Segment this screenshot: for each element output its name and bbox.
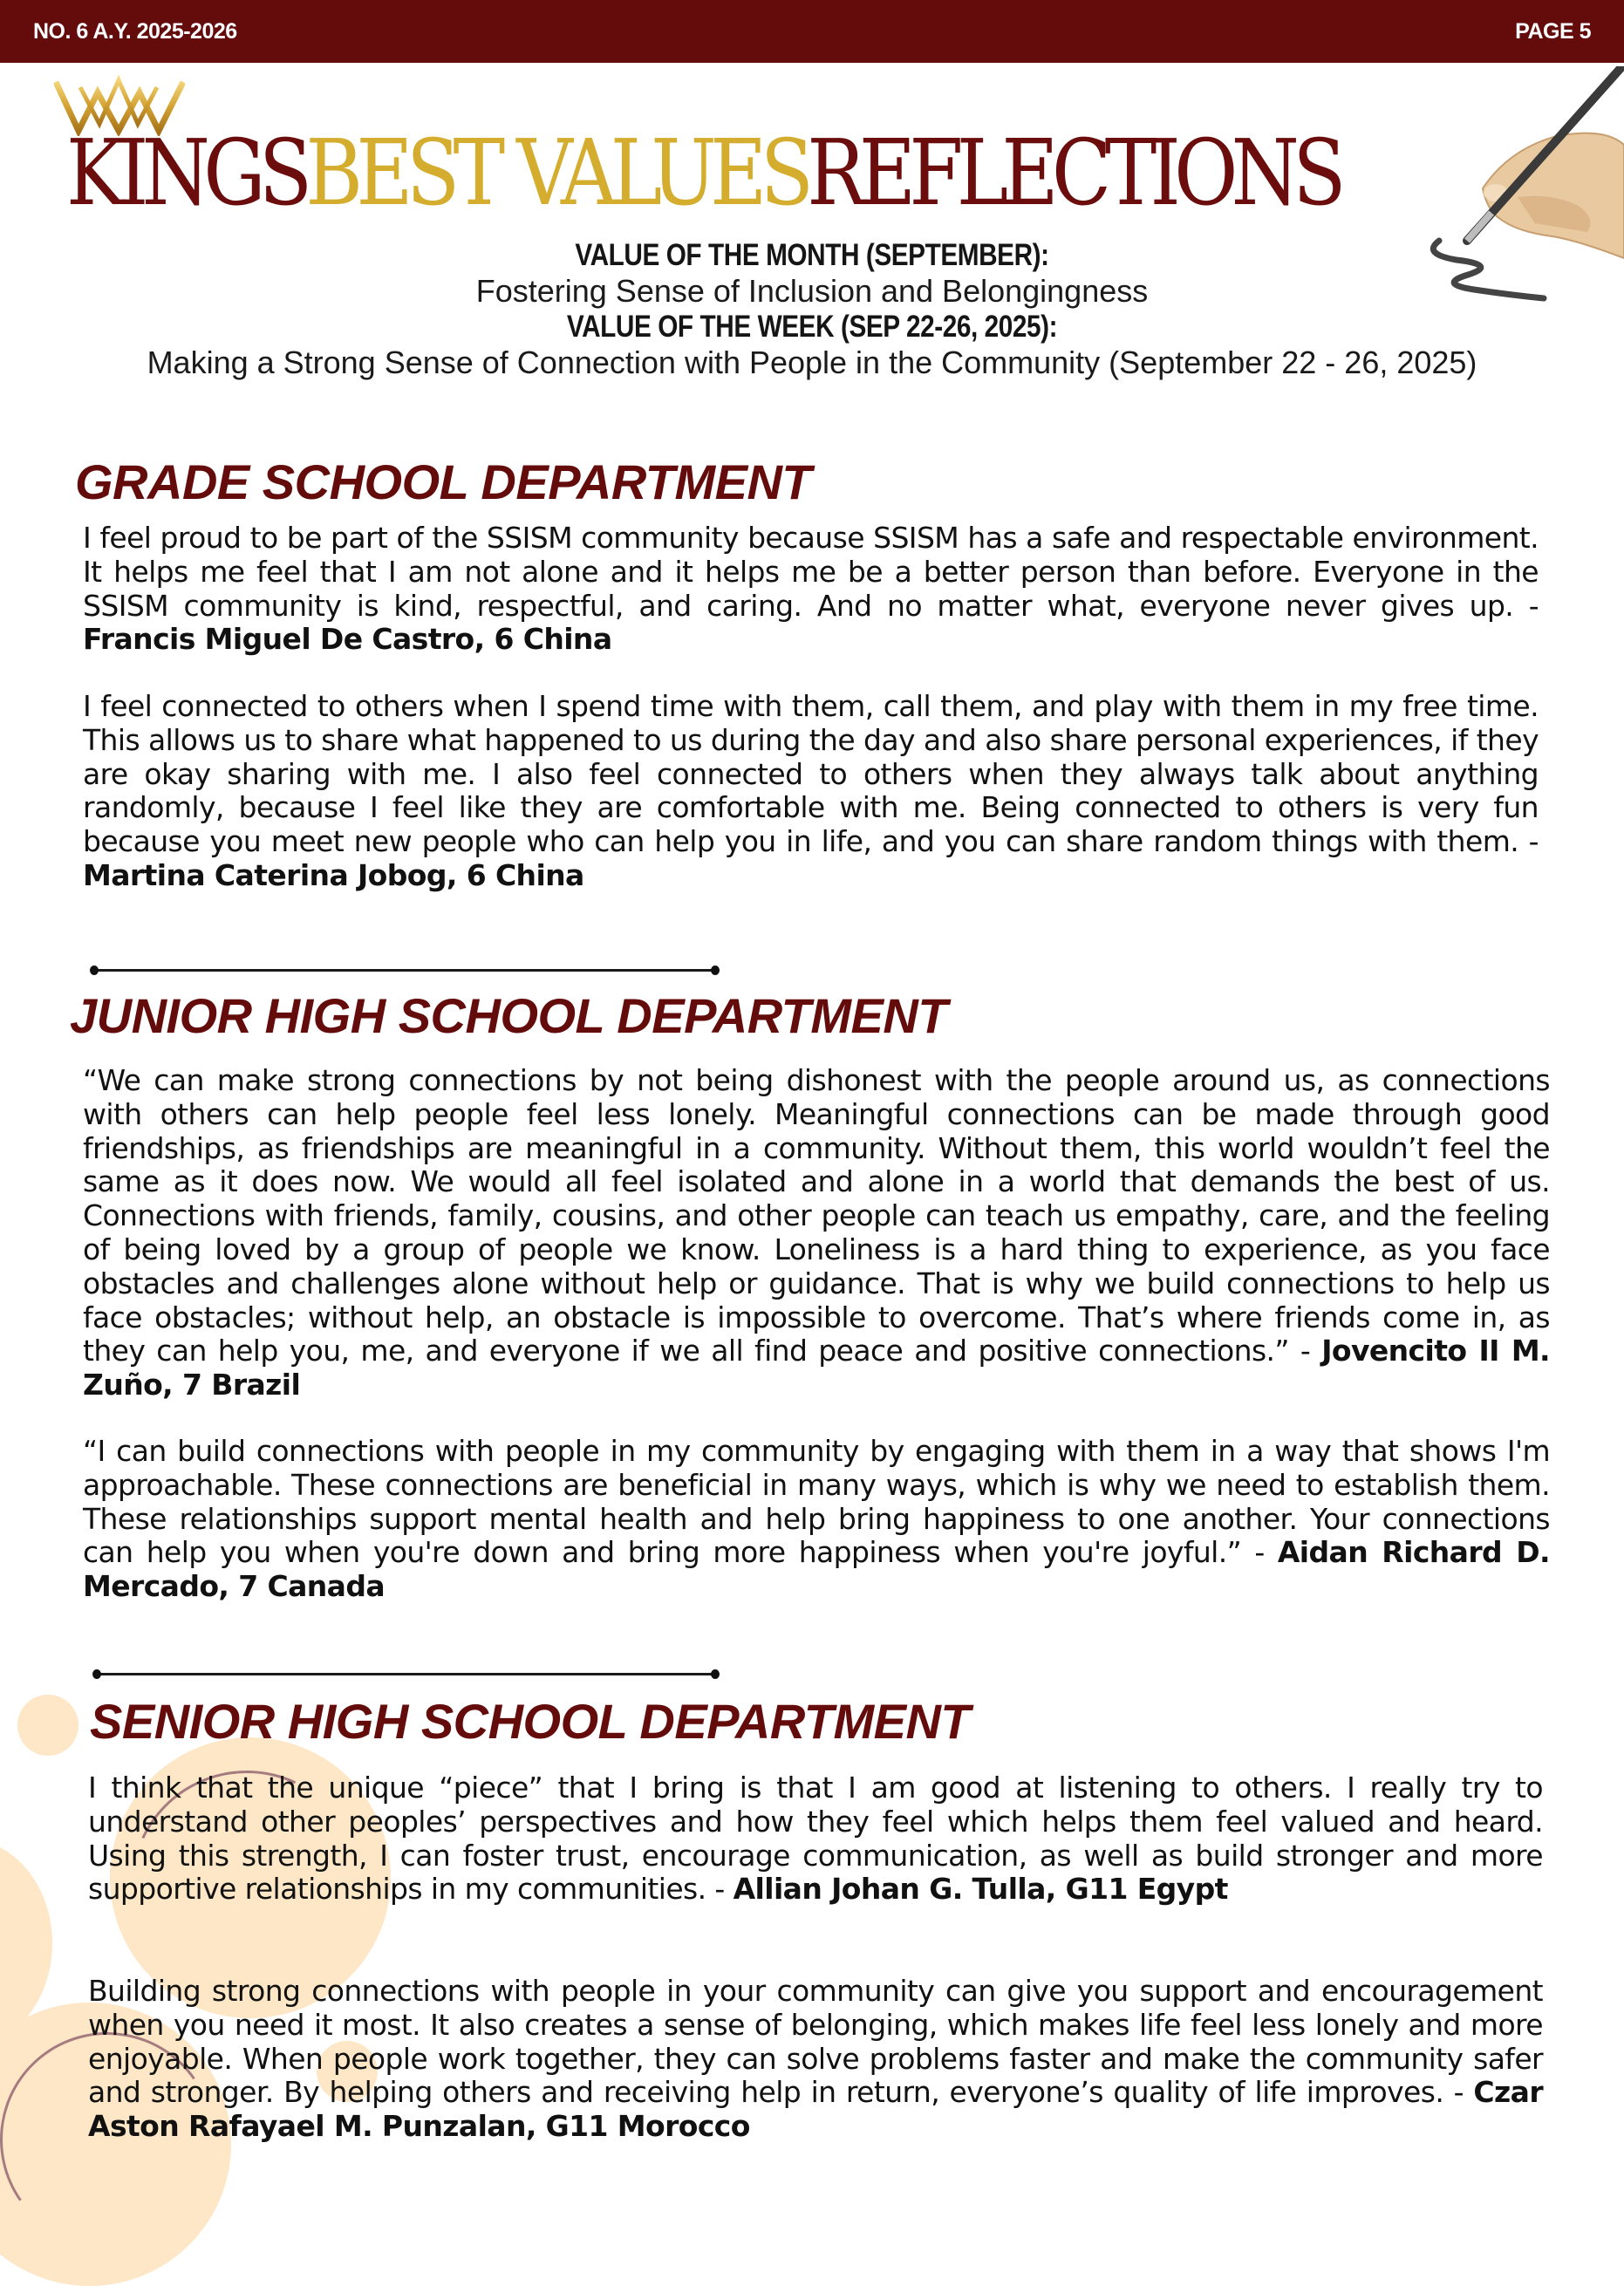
header-bar	[0, 0, 1624, 63]
value-month-label: VALUE OF THE MONTH (SEPTEMBER):	[575, 238, 1049, 272]
testimonial-grade-2: I feel connected to others when I spend time with them, call them, and play with them in my free time. This allows us to share what happened to us during the day and also share personal experiences, if they are okay sharing with me. I also feel connected to others when they always talk about anything randomly, because I feel like they are comfortable with me. Being connected to others is very fun because you meet new people who can help you in life, and you can share random things with them. - Martina Caterina Jobog, 6 China	[83, 689, 1539, 892]
author-name: Martina Caterina Jobog, 6 China	[83, 857, 584, 892]
author-name: Allian Johan G. Tulla, G11 Egypt	[733, 1872, 1228, 1907]
testimonial-jhs-2: “I can build connections with people in my community by engaging with them in a way that shows I'm approachable. These connections are beneficial in many ways, which is why we need to establish them. These relationships support mental health and help bring happiness to one another. Your connections can help you when you're down and bring more happiness when you're joyful.” - Aidan Richard D. Mercado, 7 Canada	[83, 1434, 1550, 1604]
testimonial-shs-1: I think that the unique “piece” that I bring is that I am good at listening to others. I really try to understand other peoples’ perspectives and how they feel which helps them feel valued and heard. Using this strength, I can foster trust, encourage communication, as well as build stronger and more supportive relationships in my communities. - Allian Johan G. Tulla, G11 Egypt	[88, 1771, 1543, 1907]
author-name: Francis Miguel De Castro, 6 China	[83, 622, 612, 657]
value-week-label: VALUE OF THE WEEK (SEP 22-26, 2025):	[566, 310, 1058, 344]
masthead-word-reflections: REFLECTIONS	[807, 119, 1340, 226]
section-divider	[97, 1673, 715, 1675]
issue-number: NO. 6 A.Y. 2025-2026	[33, 19, 237, 44]
section-title-grade-school: GRADE SCHOOL DEPARTMENT	[75, 454, 812, 509]
author-name: Aidan Richard D. Mercado, 7 Canada	[83, 1535, 1550, 1604]
page-number: PAGE 5	[1515, 19, 1591, 44]
values-block	[0, 237, 1624, 380]
decorative-circle	[17, 1695, 78, 1756]
masthead-word-kings: KINGS	[66, 119, 306, 226]
value-week-text: Making a Strong Sense of Connection with People in the Community (September 22 - 26, 2025)	[147, 345, 1477, 380]
masthead-word-best-values: BEST VALUES	[305, 119, 808, 226]
testimonial-grade-1: I feel proud to be part of the SSISM community because SSISM has a safe and respectable environment. It helps me feel that I am not alone and it helps me be a better person than before. Everyone in the SSISM community is kind, respectful, and caring. And no matter what, everyone never gives up. - Francis Miguel De Castro, 6 China	[83, 521, 1539, 657]
section-title-senior-high: SENIOR HIGH SCHOOL DEPARTMENT	[90, 1694, 971, 1749]
section-title-junior-high: JUNIOR HIGH SCHOOL DEPARTMENT	[70, 988, 948, 1043]
masthead-title	[66, 119, 1340, 226]
author-name: Czar Aston Rafayael M. Punzalan, G11 Morocco	[88, 2075, 1543, 2144]
author-name: Jovencito II M. Zuño, 7 Brazil	[83, 1334, 1550, 1402]
testimonial-jhs-1: “We can make strong connections by not being dishonest with the people around us, as connections with others can help people feel less lonely. Meaningful connections can be made through good friendships, as friendships are meaningful in a community. Without them, this world wouldn’t feel the same as it does now. We would all feel isolated and alone in a world that demands the best of us. Connections with friends, family, cousins, and other people can teach us empathy, care, and the feeling of being loved by a group of people we know. Loneliness is a hard thing to experience, as you face obstacles and challenges alone without help or guidance. That is why we build connections to help us face obstacles; without help, an obstacle is impossible to overcome. That’s where friends come in, as they can help you, me, and everyone if we all find peace and positive connections.” - Jovencito II M. Zuño, 7 Brazil	[83, 1063, 1550, 1402]
testimonial-shs-2: Building strong connections with people in your community can give you support and encouragement when you need it most. It also creates a sense of belonging, which makes life feel less lonely and more enjoyable. When people work together, they can solve problems faster and make the community safer and stronger. By helping others and receiving help in return, everyone’s quality of life improves. - Czar Aston Rafayael M. Punzalan, G11 Morocco	[88, 1974, 1543, 2144]
value-month-text: Fostering Sense of Inclusion and Belongingness	[475, 273, 1149, 309]
section-divider	[94, 969, 715, 972]
